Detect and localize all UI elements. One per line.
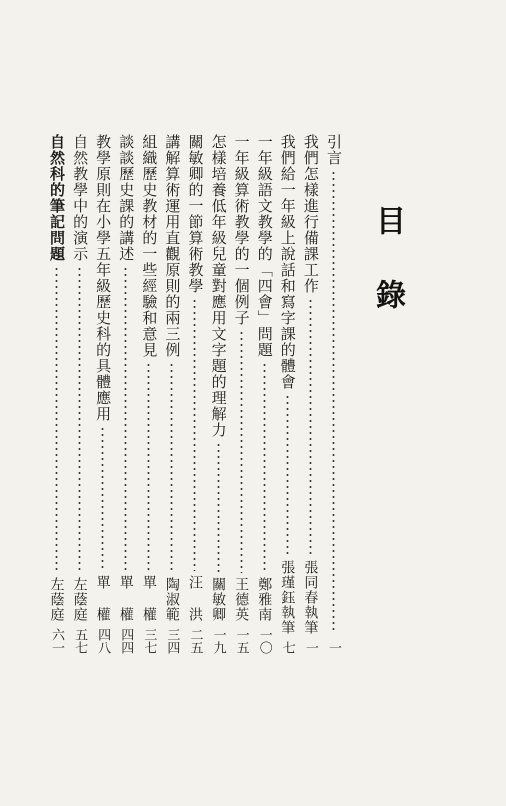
leader-dots bbox=[217, 442, 220, 573]
leader-dots bbox=[309, 298, 312, 556]
toc-entry[interactable] bbox=[160, 134, 183, 654]
leader-dots bbox=[78, 266, 81, 573]
entry-title: 引言 bbox=[324, 134, 343, 166]
entry-title: 怎樣培養低年級兒童對應用文字題的理解力 bbox=[209, 134, 228, 438]
entry-page: 七 bbox=[279, 641, 295, 654]
entry-title: 講解算術運用直觀原則的兩三例 bbox=[163, 134, 182, 358]
entry-page: 六一 bbox=[49, 628, 65, 654]
toc-entry[interactable] bbox=[230, 134, 253, 654]
entry-author: 陶淑範 bbox=[163, 577, 180, 622]
leader-dots bbox=[55, 266, 58, 573]
entry-title: 組織歷史教材的一些經驗和意見 bbox=[140, 134, 159, 358]
entry-page: 三七 bbox=[141, 628, 157, 654]
toc-list bbox=[45, 134, 345, 654]
leader-dots bbox=[124, 266, 127, 571]
entry-page: 一 bbox=[302, 641, 318, 654]
entry-author: 左蔭庭 bbox=[48, 577, 65, 622]
entry-author: 單 權 bbox=[140, 575, 157, 622]
entry-page: 四八 bbox=[95, 628, 111, 654]
entry-title: 一年級算術教學的一個例子 bbox=[232, 134, 251, 326]
toc-entry[interactable] bbox=[68, 134, 91, 654]
entry-title: 自然教學中的演示 bbox=[71, 134, 90, 262]
leader-dots bbox=[286, 394, 289, 556]
toc-entry[interactable] bbox=[207, 134, 230, 654]
toc-entry[interactable] bbox=[45, 134, 68, 654]
entry-author: 關敏卿 bbox=[210, 577, 227, 622]
toc-entry[interactable] bbox=[114, 134, 137, 654]
entry-title: 自然科的筆記問題 bbox=[48, 134, 67, 262]
leader-dots bbox=[193, 298, 196, 571]
entry-page: 一九 bbox=[210, 628, 226, 654]
entry-title: 談談歷史課的講述 bbox=[117, 134, 136, 262]
entry-page: 三四 bbox=[164, 628, 180, 654]
leader-dots bbox=[240, 330, 243, 573]
entry-author: 單 權 bbox=[117, 575, 134, 622]
entry-author: 張同春執筆 bbox=[302, 560, 319, 635]
toc-entry[interactable] bbox=[299, 134, 322, 654]
toc-entry[interactable] bbox=[276, 134, 299, 654]
entry-page: 四四 bbox=[118, 628, 134, 654]
toc-entry[interactable] bbox=[137, 134, 160, 654]
entry-title: 一年級語文教學的「四會」問題 bbox=[255, 134, 274, 358]
toc-entry[interactable] bbox=[322, 134, 345, 654]
entry-title: 我們給一年級上說話和寫字課的體會 bbox=[278, 134, 297, 390]
entry-page: 一〇 bbox=[256, 628, 272, 654]
toc-entry[interactable] bbox=[183, 134, 206, 654]
leader-dots bbox=[332, 170, 335, 631]
toc-entry[interactable] bbox=[91, 134, 114, 654]
leader-dots bbox=[263, 362, 266, 573]
page-title: 目錄 bbox=[370, 205, 405, 353]
leader-dots bbox=[170, 362, 173, 573]
entry-title: 我們怎樣進行備課工作 bbox=[301, 134, 320, 294]
entry-author: 張瑾鈺執筆 bbox=[279, 560, 296, 635]
entry-page: 一五 bbox=[233, 628, 249, 654]
entry-author: 單 權 bbox=[94, 575, 111, 622]
entry-title: 關敏卿的一節算術教學 bbox=[186, 134, 205, 294]
entry-author: 王德英 bbox=[233, 577, 250, 622]
entry-author: 鄭雅南 bbox=[256, 577, 273, 622]
entry-page: 二五 bbox=[187, 628, 203, 654]
entry-title: 教學原則在小學五年級歷史科的具體應用 bbox=[94, 134, 113, 422]
leader-dots bbox=[101, 426, 104, 571]
entry-page: 一 bbox=[325, 641, 341, 654]
entry-page: 五七 bbox=[72, 628, 88, 654]
toc-entry[interactable] bbox=[253, 134, 276, 654]
entry-author: 汪 洪 bbox=[186, 575, 203, 622]
entry-author: 左蔭庭 bbox=[71, 577, 88, 622]
leader-dots bbox=[147, 362, 150, 571]
